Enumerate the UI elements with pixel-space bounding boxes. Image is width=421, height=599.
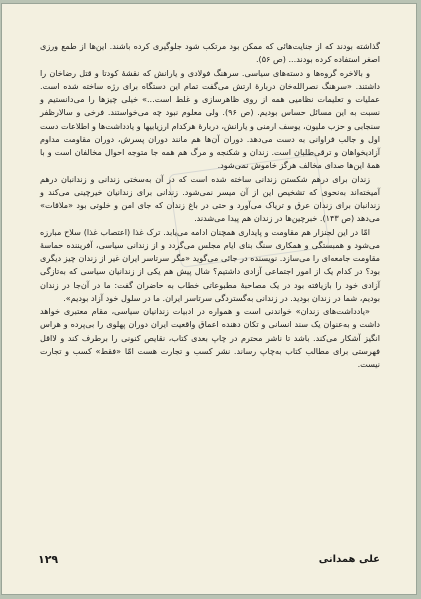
document-page: [2, 4, 416, 594]
paragraph: گذاشته بودند که از جنایت‌هائی که ممکن بود مرتکب شود جلوگیری کرده باشند. این‌ها از طمع ورزی اصغر استفاده کرده بودند... (ص ۵۶).: [40, 41, 380, 65]
paragraph: زندان برای درهم شکستن زندانی ساخته شده است که در آن به‌سختی زندانی و زندانبان درهم آمیخته‌اند به‌نحوی که تشخیص این از آن میسر نمی‌شود. زندانی برای زندانیان خیرچینی می‌کند و زندانبان برای زندان عرق و تریاک می‌آورد و حتی در باغ زندان که جای امن و خلوتی بود «ملاقات» می‌دهد (ص ۱۴۳). خبرچین‌ها در زندان هم پیدا می‌شدند.: [40, 173, 380, 224]
body-text: [40, 40, 380, 371]
paragraph: امّا در این لجنزار هم مقاومت و پایداری همچنان ادامه می‌یابد. ترک غذا (اعتصاب غذا) سلاح مبارزه می‌شود و همبستگی و همکاری سنگ بنای ایام مجلس می‌گردد و از زندانی سیاسی، آفریننده حماسهٔ مقاومت جامعه‌ای را می‌سازد. نویسنده در جائی می‌گوید «مگر سرتاسر ایران غیر از زندان چیز دیگری بود؟ در کدام یک از امور اجتماعی آزادی داشتیم؟ شال پیش هم یکی از زندانیان سیاسی که به‌تازگی آزادی خود را بازیافته بود در یک مصاحبهٔ مطبوعاتی خطاب به حاضران گفت: ما در آن‌جا در زندان بودیم، شما در زندان بودید. در زندانی به‌گستردگی سرتاسر ایران. ما در سلول خود آزاد بودیم».: [40, 226, 380, 303]
page-number: ۱۲۹: [38, 552, 59, 566]
footer-author: علی همدانی: [318, 553, 380, 565]
page-footer: [38, 552, 380, 566]
paragraph: و بالاخره گروه‌ها و دسته‌های سیاسی. سرهنگ فولادی و یارانش که نقشهٔ کودتا و قتل رضاخان را داشتند. «سرهنگ نصرالله‌خان دربارهٔ ارتش می‌گفت تمام این دستگاه برای رژه ساخته شده است. عملیات و تعلیمات نظامیی همه از روی ظاهرسازی و غلط است...» خیلی چیزها را می‌دانستیم و نسبت به این مسائل حساس بودیم. (ص ۹۶). ولی معلوم نبود چه می‌خواستند. فرخی و سالارظفر سنجابی و حزب ملیون، یوسف ارمنی و یارانش، دربارهٔ هرکدام ارزیابیها و یادداشت‌ها و اطلاعات دست اول و جالب فراوانی به دست می‌دهد. دوران آن‌ها هم مانند دوران پسرش، دوران مقاومت مداوم آزادیخواهان و ترقی‌طلبان است. زندان و شکنجه و مرگ هم همه جا متوجه احوال مخالفان است و با همهٔ این‌ها صدای مخالف هرگز خاموش نمی‌شود.: [40, 67, 381, 171]
paragraph: «یادداشت‌های زندان» خواندنی است و همواره در ادبیات زندانیان سیاسی، مقام معتبری خواهد داشت و به‌عنوان یک سند انسانی و تکان دهنده اعماق واقعیت ایران دوران پهلوی را بی‌پرده و هراس انگیز آشکار می‌کند. باشد تا ناشر محترم در چاپ بعدی کتاب، نقایص کنونی را برطرف کند و لااقل فهرستی برای مطالب کتاب به‌چاپ رساند. نشر کسب و تجارت هست امّا «فقط» کسب و تجارت نیست.: [40, 306, 380, 369]
